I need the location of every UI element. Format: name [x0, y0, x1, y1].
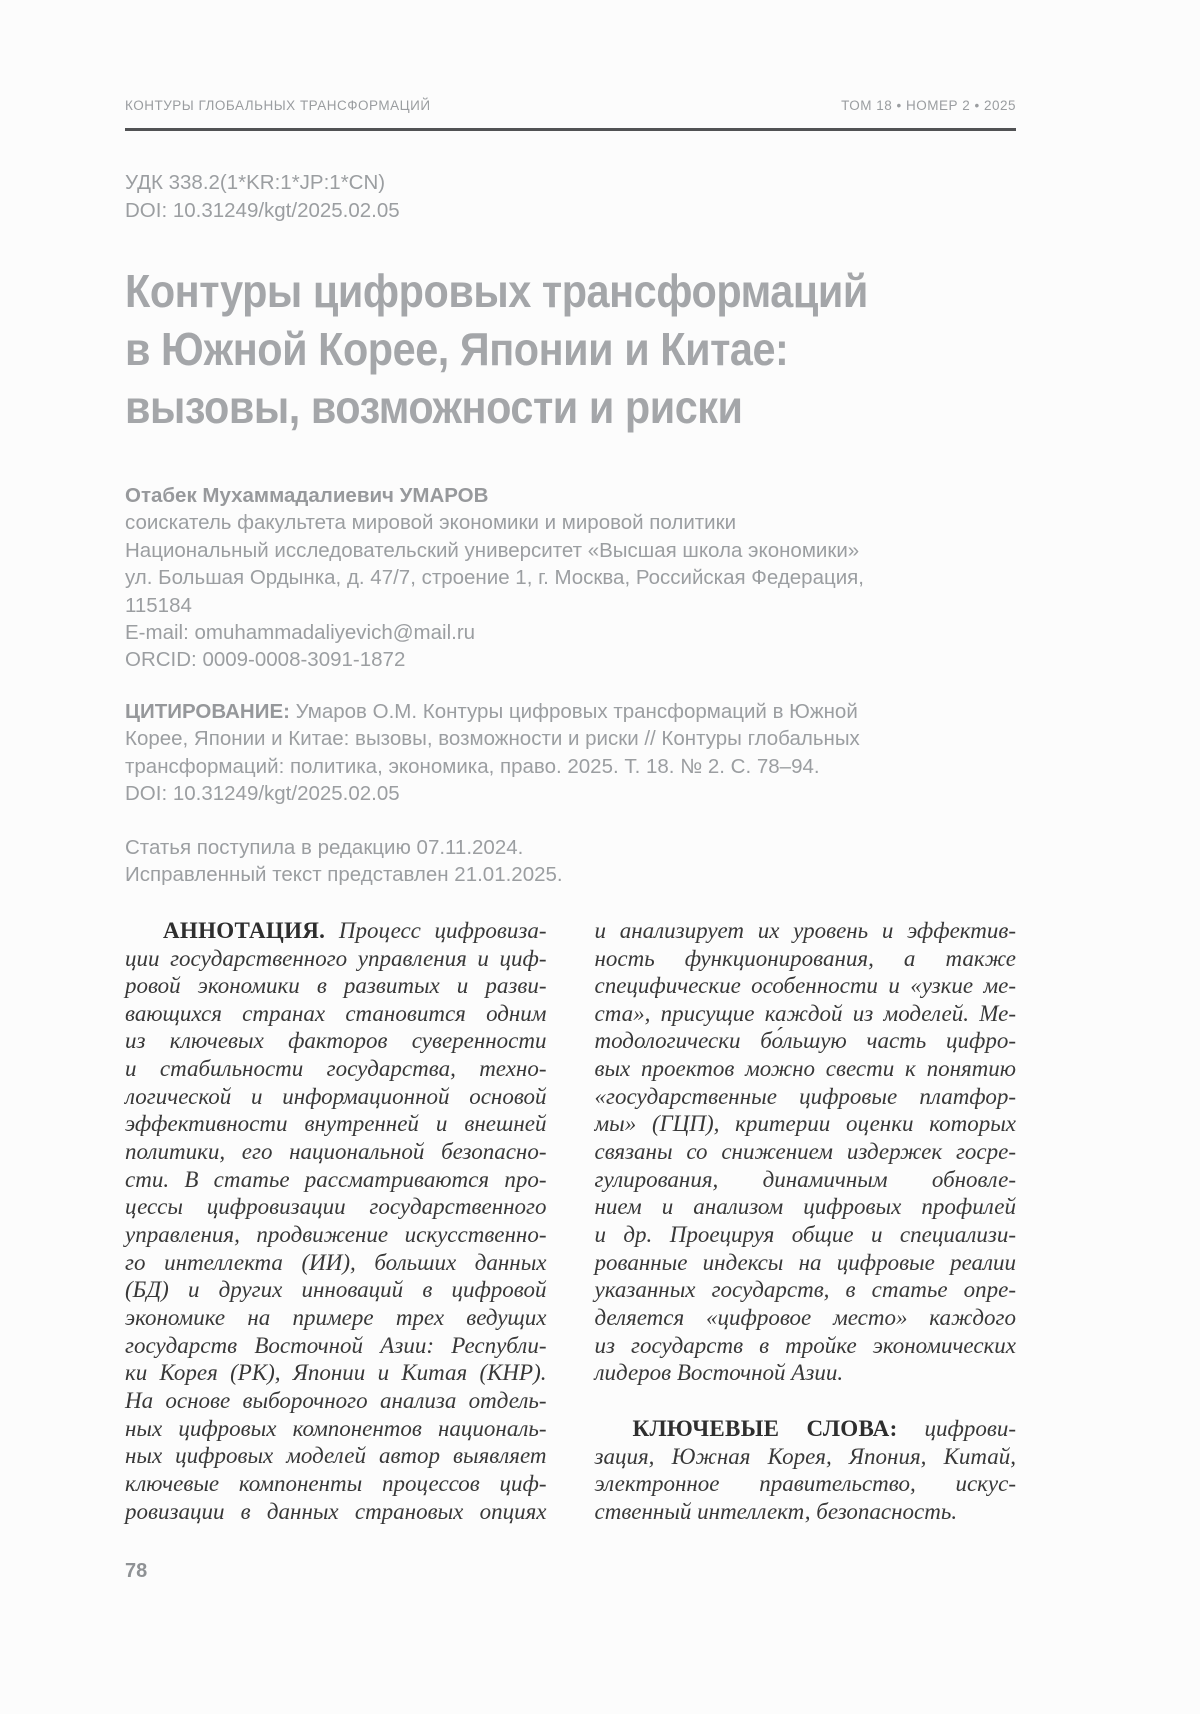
author-affiliation-line: E-mail: omuhammadaliyevich@mail.ru — [125, 621, 476, 645]
abstract-line: ста», присущие каждой из моделей. Ме- — [594, 1000, 1016, 1026]
abstract-line: ключевые компоненты процессов циф- — [125, 1470, 547, 1496]
keywords-line: электронное правительство, искус- — [594, 1471, 1016, 1497]
abstract-line: из государств в тройке экономических — [594, 1332, 1016, 1358]
received-date-line: Статья поступила в редакцию 07.11.2024. — [125, 835, 524, 859]
abstract-line: логической и информационной основой — [125, 1083, 547, 1109]
abstract-line: из ключевых факторов суверенности — [125, 1028, 547, 1054]
keywords-first-line — [595, 1415, 1017, 1443]
article-title-line: Контуры цифровых трансформаций — [125, 265, 868, 317]
keywords-block — [595, 1415, 1017, 1526]
citation-first-rest: Умаров О.М. Контуры цифровых трансформаций в Южной — [295, 699, 858, 723]
abstract-line: связаны со снижением издержек госре- — [594, 1139, 1016, 1165]
abstract-line: вых проектов можно свести к понятию — [594, 1056, 1016, 1082]
citation-block — [125, 698, 1016, 808]
author-affiliation-line: ORCID: 0009-0008-3091-1872 — [125, 648, 406, 672]
abstract-line: ции государственного управления и циф- — [125, 945, 547, 971]
author-affiliation — [125, 509, 1016, 673]
abstract-line: ровизации в данных страновых опциях — [125, 1498, 547, 1524]
annotation-label: АННОТАЦИЯ. — [163, 917, 326, 943]
abstract-line: мы» (ГЦП), критерии оценки которых — [594, 1111, 1016, 1137]
page-content — [125, 98, 1016, 1526]
annotation-first-line — [125, 917, 547, 945]
abstract-line: го интеллекта (ИИ), больших данных — [125, 1249, 547, 1275]
abstract-line: ки Корея (РК), Японии и Китая (КНР). — [125, 1360, 547, 1386]
citation-line: DOI: 10.31249/kgt/2025.02.05 — [125, 782, 400, 806]
author-affiliation-line: соискатель факультета мировой экономики и мировой политики — [125, 511, 737, 535]
annotation-right-lines — [595, 917, 1017, 1387]
annotation-left-lines — [125, 945, 547, 1526]
abstract-line: и анализирует их уровень и эффектив- — [594, 917, 1016, 943]
abstract-line: На основе выборочного анализа отдель- — [125, 1388, 547, 1413]
abstract-right-column — [595, 917, 1017, 1526]
abstract-line: ровой экономики в развитых и разви- — [125, 973, 547, 999]
author-name: Отабек Мухаммадалиевич УМАРОВ — [125, 484, 489, 507]
author-affiliation-line: ул. Большая Ордынка, д. 47/7, строение 1, г. Москва, Российская Федерация, — [125, 566, 864, 590]
abstract-line: гулирования, динамичным обновле- — [594, 1166, 1016, 1192]
article-title — [125, 262, 927, 436]
citation-lines — [125, 725, 1016, 808]
author-block — [125, 482, 1016, 674]
keywords-line: ственный интеллект, безопасность. — [594, 1498, 958, 1524]
citation-line: трансформаций: политика, экономика, право. 2025. Т. 18. № 2. С. 78–94. — [125, 754, 820, 778]
abstract-line: деляется «цифровое место» каждого — [594, 1305, 1016, 1331]
abstract-line: государств Восточной Азии: Республи- — [125, 1332, 547, 1358]
abstract-line: экономике на примере трех ведущих — [125, 1305, 547, 1331]
abstract-line: (БД) и других инноваций в цифровой — [125, 1277, 547, 1303]
page-number: 78 — [125, 1560, 148, 1582]
abstract-line: нием и анализом цифровых профилей — [594, 1194, 1016, 1220]
abstract-line: указанных государств, в статье опре- — [594, 1277, 1016, 1303]
abstract-line: ность функционирования, а также — [594, 945, 1016, 971]
keywords-line: зация, Южная Корея, Япония, Китай, — [594, 1443, 1016, 1469]
abstract-line: управления, продвижение искусственно- — [125, 1222, 547, 1248]
volume-issue-year: ТОМ 18 • НОМЕР 2 • 2025 — [841, 98, 1016, 113]
article-title-line: вызовы, возможности и риски — [125, 381, 743, 433]
abstract-line: сти. В статье рассматриваются про- — [125, 1166, 547, 1192]
revised-date-line: Исправленный текст представлен 21.01.2025. — [125, 863, 563, 887]
abstract-line: лидеров Восточной Азии. — [594, 1360, 844, 1386]
abstract-line: и стабильности государства, техно- — [125, 1056, 547, 1082]
keywords-first-rest: цифрови- — [924, 1416, 1016, 1441]
journal-header — [125, 98, 1016, 131]
udk-line: УДК 338.2(1*KR:1*JP:1*CN) — [125, 171, 386, 194]
abstract-line: ных цифровых моделей автор выявляет — [125, 1443, 547, 1469]
abstract — [125, 917, 1016, 1526]
doi-line: DOI: 10.31249/kgt/2025.02.05 — [125, 198, 400, 222]
annotation-first-rest: Процесс цифровиза- — [338, 917, 547, 943]
journal-title: КОНТУРЫ ГЛОБАЛЬНЫХ ТРАНСФОРМАЦИЙ — [125, 98, 431, 113]
author-affiliation-line: Национальный исследовательский университет «Высшая школа экономики» — [125, 538, 860, 562]
keywords-lines — [595, 1443, 1017, 1526]
abstract-line: и др. Проецируя общие и специализи- — [594, 1222, 1016, 1248]
abstract-line: «государственные цифровые платфор- — [594, 1083, 1016, 1109]
keywords-label: КЛЮЧЕВЫЕ СЛОВА: — [632, 1416, 898, 1441]
front-matter — [125, 169, 1016, 224]
abstract-left-column — [125, 917, 547, 1526]
abstract-line: эффективности внутренней и внешней — [125, 1111, 547, 1137]
dates-block — [125, 834, 1016, 889]
abstract-line: рованные индексы на цифровые реалии — [594, 1249, 1016, 1275]
abstract-line: вающихся странах становится одним — [125, 1000, 547, 1026]
abstract-line: политики, его национальной безопасно- — [125, 1139, 547, 1165]
article-title-line: в Южной Корее, Японии и Китае: — [125, 323, 789, 375]
citation-label: ЦИТИРОВАНИЕ: — [125, 699, 290, 723]
author-affiliation-line: 115184 — [125, 593, 192, 617]
citation-first-line — [125, 698, 1016, 726]
citation-line: Корее, Японии и Китае: вызовы, возможности и риски // Контуры глобальных — [125, 727, 860, 751]
abstract-line: тодологически бо́льшую часть цифро- — [594, 1028, 1016, 1054]
abstract-line: специфические особенности и «узкие ме- — [594, 973, 1016, 999]
abstract-line: цессы цифровизации государственного — [125, 1194, 547, 1220]
abstract-line: ных цифровых компонентов националь- — [125, 1415, 547, 1441]
